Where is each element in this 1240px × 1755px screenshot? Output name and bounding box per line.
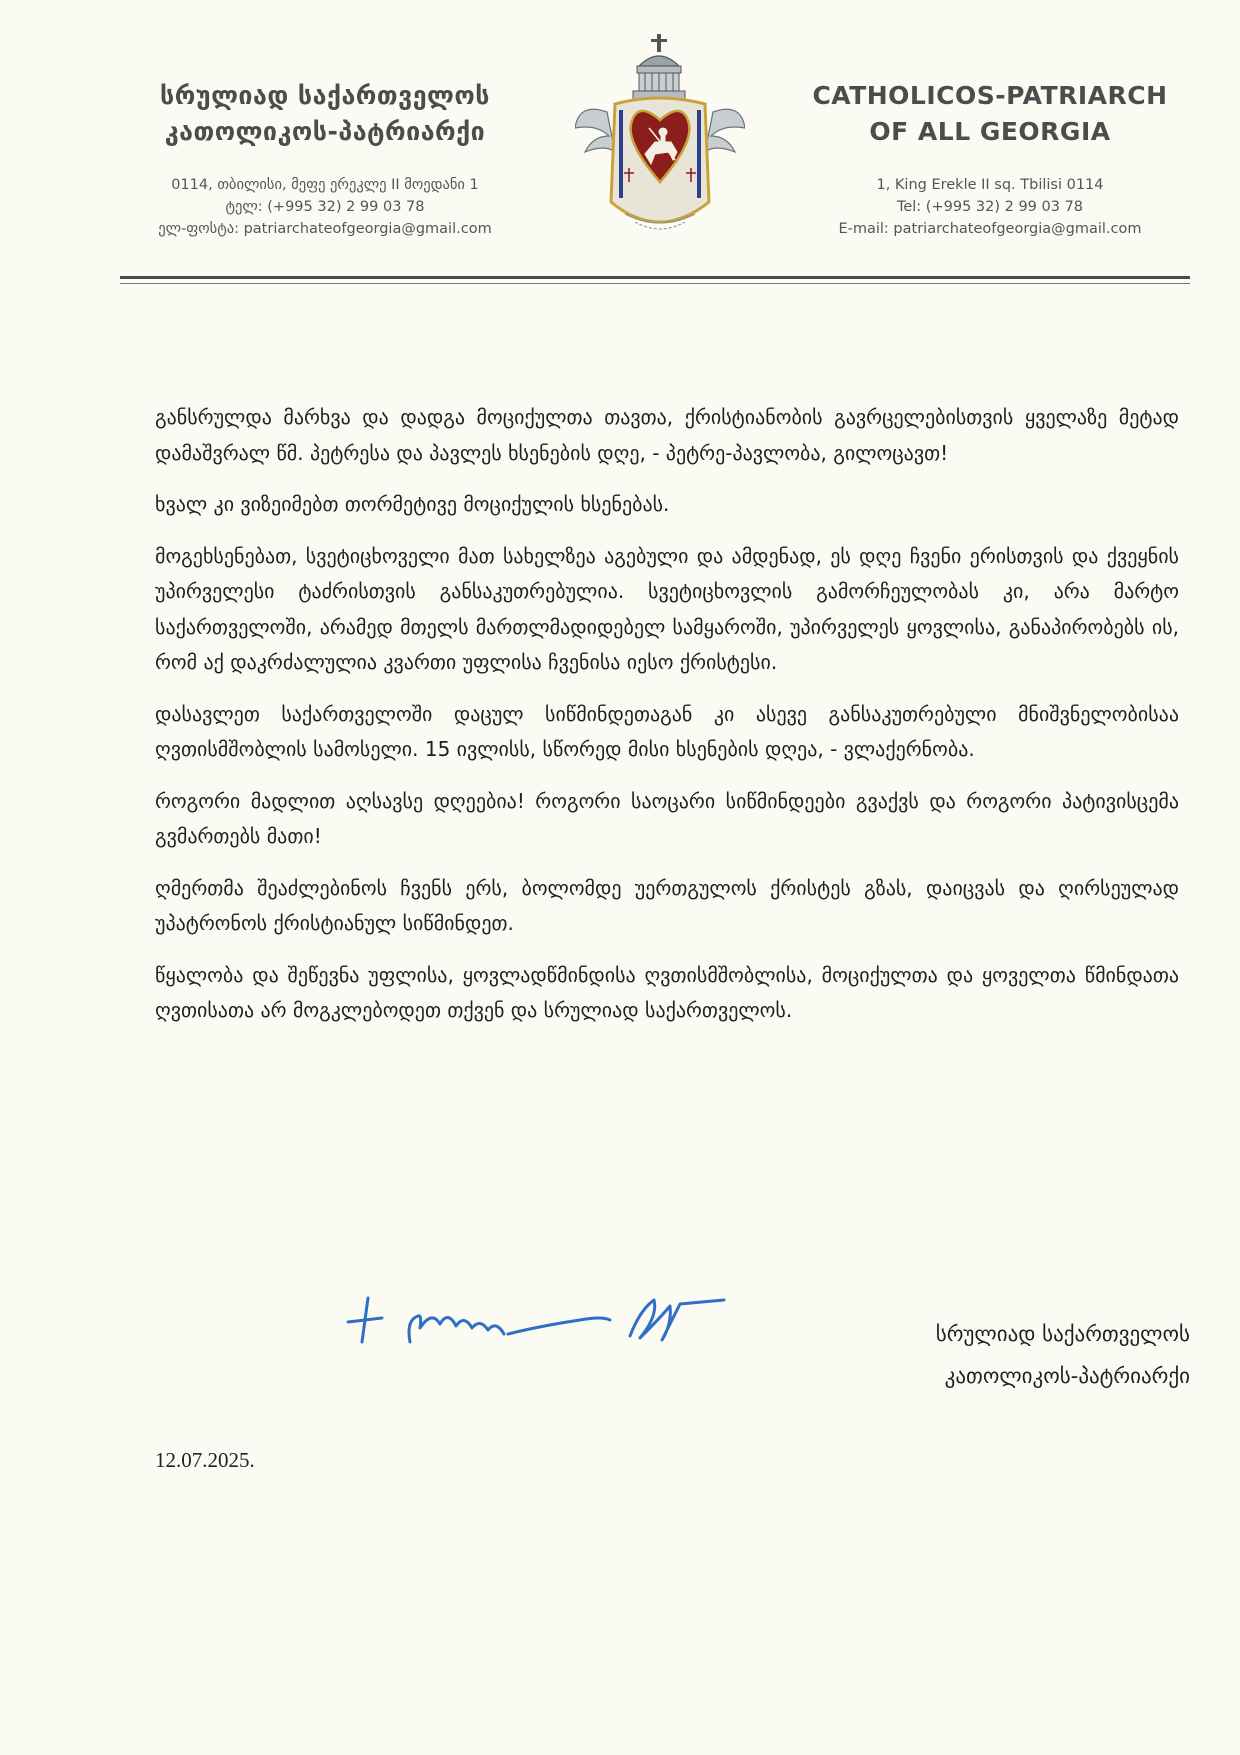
patriarchate-coat-of-arms-icon (575, 32, 745, 262)
letter-paragraph: წყალობა და შეწევნა უფლისა, ყოვლადწმინდისა ღვთისმშობლისა, მოციქულთა და ყოველთა წმინდათა ღვთისათა არ მოგკლებოდეთ თქვენ და სრულიად საქართველოს. (155, 962, 1179, 1022)
contact-info-english (790, 174, 1190, 240)
emblem-right-wing-icon (705, 109, 745, 152)
email-english: E-mail: patriarchateofgeorgia@gmail.com (838, 221, 1142, 237)
header-divider-thin (120, 283, 1190, 284)
letter-date: 12.07.2025. (155, 1448, 255, 1472)
emblem-left-wing-icon (575, 109, 615, 152)
signatory-title-line2: კათოლიკოს-პატრიარქი (944, 1364, 1190, 1388)
letter-paragraph: მოგეხსენებათ, სვეტიცხოველი მათ სახელზეა აგებული და ამდენად, ეს დღე ჩვენი ერისთვის და ქვეყნის უპირველესი ტაძრისთვის განსაკუთრებულია. სვეტიცხოვლის გამორჩეულობას კი, არა მარტო საქართველოში, არამედ მთელს მართლმადიდებელ სამყაროში, უპირველეს ყოვლისა, განაპირობებს ის, რომ აქ დაკრძალულია კვართი უფლისა ჩვენისა იესო ქრისტესი. (155, 543, 1179, 674)
signatory-title (820, 1313, 1190, 1397)
org-name-georgian-line2: კათოლიკოს-პატრიარქი (164, 117, 486, 146)
org-name-georgian-line1: სრულიად საქართველოს (160, 81, 490, 110)
contact-info-georgian (120, 174, 530, 240)
handwritten-signature (340, 1280, 780, 1360)
letter-paragraph: განსრულდა მარხვა და დადგა მოციქულთა თავთა, ქრისტიანობის გავრცელებისთვის ყველაზე მეტად დამაშვრალ წმ. პეტრესა და პავლეს ხსენების დღე, - პეტრე-პავლობა, გილოცავთ! (155, 405, 1179, 465)
emblem-dome-icon (639, 56, 679, 66)
header-divider-thick (120, 276, 1190, 279)
address-georgian: 0114, თბილისი, მეფე ერეკლე II მოედანი 1 (171, 177, 479, 193)
org-name-english-line1: CATHOLICOS-PATRIARCH (812, 81, 1168, 110)
letter-paragraph: ხვალ კი ვიზეიმებთ თორმეტივე მოციქულის ხსენებას. (155, 492, 670, 516)
phone-english: Tel: (+995 32) 2 99 03 78 (896, 199, 1084, 215)
header-left-block (120, 78, 530, 240)
letter-paragraph: ღმერთმა შეაძლებინოს ჩვენს ერს, ბოლომდე უერთგულოს ქრისტეს გზას, დაიცვას და ღირსეულად უპატრონოს ქრისტიანულ სიწმინდეთ. (155, 875, 1179, 935)
org-name-english-line2: OF ALL GEORGIA (869, 117, 1111, 146)
header-right-block (790, 78, 1190, 240)
emblem-cross-icon (657, 34, 661, 52)
phone-georgian: ტელ: (+995 32) 2 99 03 78 (225, 199, 425, 215)
signatory-title-line1: სრულიად საქართველოს (935, 1322, 1190, 1346)
email-georgian: ელ-ფოსტა: patriarchateofgeorgia@gmail.com (158, 221, 492, 237)
letter-paragraph: როგორი მადლით აღსავსე დღეებია! როგორი საოცარი სიწმინდეები გვაქვს და როგორი პატივისცემა გვმართებს მათი! (155, 788, 1179, 848)
letter-paragraph: დასავლეთ საქართველოში დაცულ სიწმინდეთაგან კი ასევე განსაკუთრებული მნიშვნელობისაა ღვთისმშობლის სამოსელი. 15 ივლისს, სწორედ მისი ხსენების დღეა, - ვლაქერნობა. (155, 701, 1179, 761)
address-english: 1, King Erekle II sq. Tbilisi 0114 (876, 177, 1104, 193)
letter-body (155, 400, 1179, 1045)
